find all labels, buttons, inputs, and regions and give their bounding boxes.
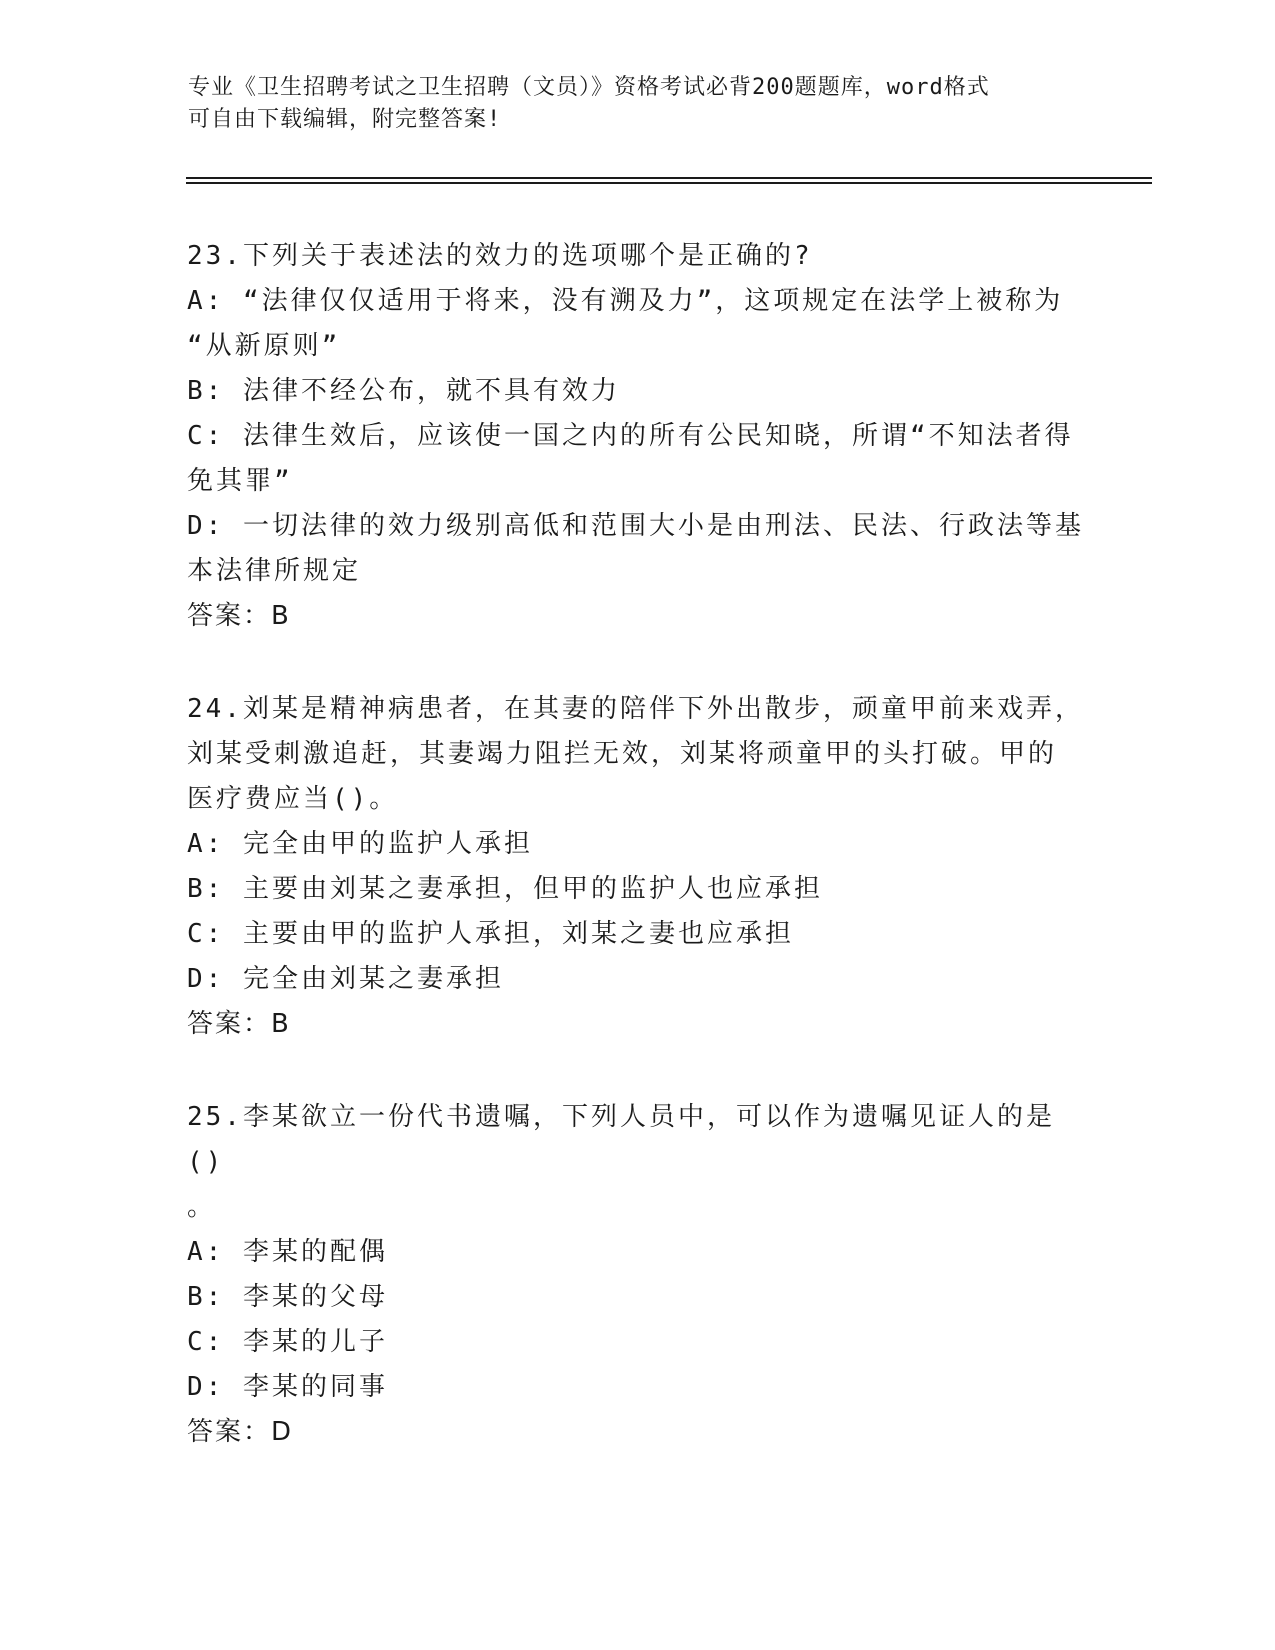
header-divider-bottom (186, 182, 1152, 184)
option-d-line: 本法律所规定 (187, 556, 362, 586)
option-d-line: D: 一切法律的效力级别高低和范围大小是由刑法、民法、行政法等基 (187, 511, 1084, 541)
question-list (187, 234, 1087, 1503)
question-stem-line: 。 (187, 1192, 217, 1222)
option-c-line: 免其罪” (187, 466, 293, 496)
question-stem-line: 刘某受刺激追赶，其妻竭力阻拦无效，刘某将顽童甲的头打破。甲的 (187, 739, 1058, 769)
option-c-line: C: 主要由甲的监护人承担，刘某之妻也应承担 (187, 919, 794, 949)
question-stem-line: 25.李某欲立一份代书遗嘱，下列人员中，可以作为遗嘱见证人的是() (187, 1102, 1055, 1177)
question-24 (187, 687, 1087, 1047)
option-a-line: “从新原则” (187, 331, 341, 361)
document-header (188, 72, 1088, 136)
option-c-line: C: 法律生效后，应该使一国之内的所有公民知晓，所谓“不知法者得 (187, 421, 1074, 451)
question-25 (187, 1095, 1087, 1455)
header-divider-top (186, 177, 1152, 179)
answer-line: 答案：D (187, 1417, 294, 1447)
option-b-line: B: 法律不经公布，就不具有效力 (187, 376, 620, 406)
option-d-line: D: 李某的同事 (187, 1372, 388, 1402)
option-b-line: B: 李某的父母 (187, 1282, 388, 1312)
header-line-1: 专业《卫生招聘考试之卫生招聘（文员）》资格考试必背200题题库，word格式 (188, 75, 990, 100)
option-c-line: C: 李某的儿子 (187, 1327, 388, 1357)
option-a-line: A: 李某的配偶 (187, 1237, 388, 1267)
header-line-2: 可自由下载编辑，附完整答案! (188, 107, 502, 132)
question-23 (187, 234, 1087, 639)
option-a-line: A: “法律仅仅适用于将来，没有溯及力”，这项规定在法学上被称为 (187, 286, 1064, 316)
answer-line: 答案：B (187, 601, 291, 631)
question-stem-line: 23.下列关于表述法的效力的选项哪个是正确的? (187, 241, 813, 271)
question-stem-line: 24.刘某是精神病患者，在其妻的陪伴下外出散步，顽童甲前来戏弄， (187, 694, 1084, 724)
option-a-line: A: 完全由甲的监护人承担 (187, 829, 533, 859)
question-stem-line: 医疗费应当()。 (187, 784, 399, 814)
option-b-line: B: 主要由刘某之妻承担，但甲的监护人也应承担 (187, 874, 823, 904)
answer-line: 答案：B (187, 1009, 291, 1039)
option-d-line: D: 完全由刘某之妻承担 (187, 964, 504, 994)
